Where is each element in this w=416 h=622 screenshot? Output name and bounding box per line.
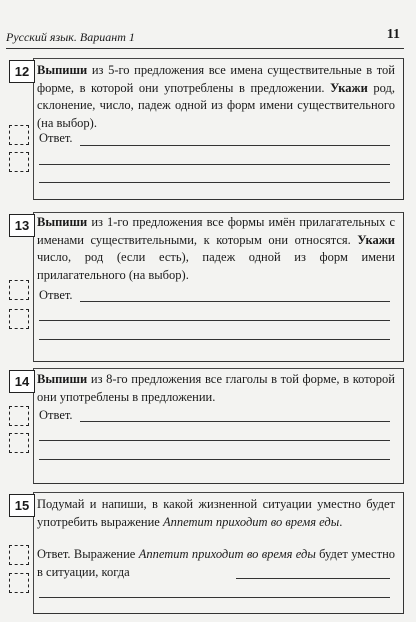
page-number: 11	[386, 27, 400, 42]
task-12-question	[37, 62, 395, 132]
answer-cell-12b[interactable]	[9, 152, 29, 172]
answer-line[interactable]	[80, 421, 390, 422]
task-12-text1: из 5-го предложения все имена существительные в той форме, в которой они употреблены в предложении.	[37, 63, 395, 95]
answer-line[interactable]	[236, 578, 390, 579]
answer-cell-15a[interactable]	[9, 545, 29, 565]
header-title: Русский язык. Вариант 1	[6, 30, 135, 44]
task-15-answer-prompt	[37, 546, 395, 581]
answer-label-14: Ответ.	[39, 408, 73, 422]
answer-cell-12a[interactable]	[9, 125, 29, 145]
task-12-verb2: Укажи	[330, 80, 368, 95]
answer-line[interactable]	[39, 339, 390, 340]
task-13-text2: число, род (если есть), падеж одной из форм имени прилагательного (на выбор).	[37, 250, 395, 282]
answer-cell-14a[interactable]	[9, 406, 29, 426]
task-15-answer-phrase: Аппетит приходит во время еды	[138, 547, 316, 561]
task-number-15: 15	[9, 494, 35, 517]
task-15-question	[37, 496, 395, 531]
task-12-text2: род, склонение, число, падеж одной из форм имени существительного (на выбор).	[37, 80, 396, 130]
answer-line[interactable]	[39, 164, 390, 165]
task-14-question	[37, 371, 395, 406]
answer-line[interactable]	[80, 301, 390, 302]
task-13-verb1: Выпиши	[37, 215, 88, 229]
task-15-text-b: .	[339, 514, 343, 529]
task-14-text1: из 8-го предложения все глаголы в той форме, в которой они употреблены в предложении.	[37, 372, 395, 404]
answer-line[interactable]	[39, 459, 390, 460]
task-15-text-a: Подумай и напиши, в какой жизненной ситуации уместно будет употребить выражение	[37, 497, 395, 529]
task-number-12: 12	[9, 60, 35, 83]
answer-cell-13b[interactable]	[9, 309, 29, 329]
answer-cell-13a[interactable]	[9, 280, 29, 300]
page-header	[6, 26, 404, 49]
answer-cell-14b[interactable]	[9, 433, 29, 453]
task-15-answer-b: будет уместно в ситуации, когда	[37, 547, 396, 579]
task-13-verb2: Укажи	[357, 232, 395, 247]
task-15-answer-a: Ответ. Выражение	[37, 547, 139, 561]
answer-cell-15b[interactable]	[9, 573, 29, 593]
task-12-verb1: Выпиши	[37, 63, 88, 77]
task-number-14: 14	[9, 370, 35, 393]
task-13-question	[37, 214, 395, 284]
task-number-13: 13	[9, 214, 35, 237]
answer-line[interactable]	[39, 320, 390, 321]
answer-line[interactable]	[80, 145, 390, 146]
task-14-verb1: Выпиши	[37, 372, 88, 386]
answer-line[interactable]	[39, 597, 390, 598]
answer-label-12: Ответ.	[39, 131, 73, 145]
answer-line[interactable]	[39, 440, 390, 441]
task-13-text1: из 1-го предложения все формы имён прилагательных с именами существительными, к которым они относятся.	[37, 215, 395, 247]
answer-label-13: Ответ.	[39, 288, 73, 302]
answer-line[interactable]	[39, 182, 390, 183]
task-15-phrase: Аппетит приходит во время еды	[162, 514, 340, 529]
